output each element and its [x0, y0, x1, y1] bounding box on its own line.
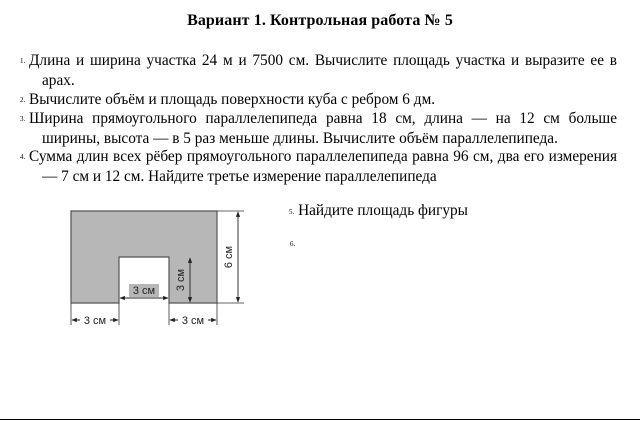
task-text: Найдите площадь фигуры [298, 202, 468, 219]
task-text: Ширина прямоугольного параллелепипеда равна 18 см, длина — на 12 см больше ширины, высота — в 5 раз меньше длины. Вычислите объём параллелепипеда. [29, 110, 617, 147]
task-5 [289, 202, 468, 220]
task-text: Сумма длин всех рёбер прямоугольного параллелепипеда равна 96 см, два его измерения — 7 см и 12 см. Найдите третье измерение параллелепипеда [29, 148, 617, 185]
task-number: 3. [20, 115, 26, 123]
label-notch-width: 3 см [132, 285, 156, 297]
page-bottom-border [0, 419, 640, 420]
task-text: Длина и ширина участка 24 м и 7500 см. Вычислите площадь участка и выразите ее в арах. [29, 52, 617, 89]
label-total-height: 6 см [223, 245, 235, 269]
label-bottom-right: 3 см [181, 315, 205, 327]
task-4 [20, 146, 617, 187]
task-number: 4. [20, 153, 26, 161]
page-title: Вариант 1. Контрольная работа № 5 [187, 12, 453, 29]
area-figure [64, 200, 254, 330]
task-number: 6. [290, 240, 296, 248]
task-1 [20, 50, 617, 91]
task-text: Вычислите объём и площадь поверхности куба с ребром 6 дм. [29, 91, 436, 108]
task-3 [20, 108, 617, 149]
task-2 [20, 89, 617, 110]
label-bottom-left: 3 см [83, 315, 107, 327]
task-6 [290, 240, 295, 249]
task-number: 1. [20, 57, 26, 65]
task-number: 5. [289, 208, 295, 216]
task-number: 2. [20, 96, 26, 104]
label-notch-height: 3 см [175, 268, 187, 292]
